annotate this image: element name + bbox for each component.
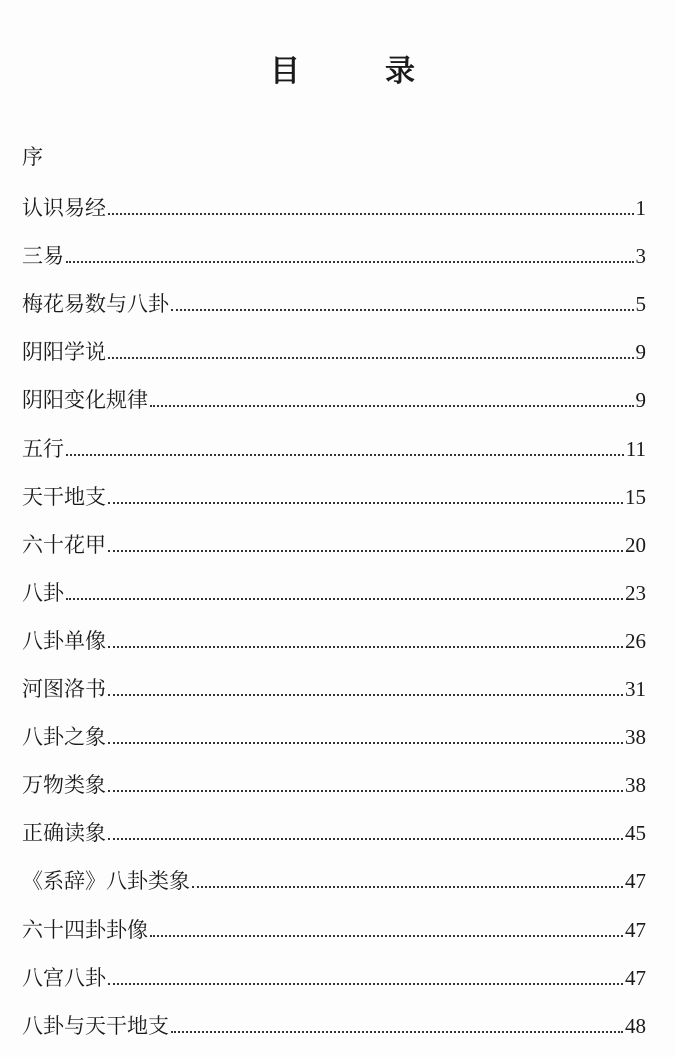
dot-leader [108,694,623,696]
toc-entry-page: 11 [625,436,646,461]
toc-entry[interactable] [22,578,646,608]
toc-entry[interactable] [22,482,646,512]
toc-entry-page: 15 [625,484,646,509]
dot-leader [150,405,634,407]
toc-entry[interactable] [22,385,646,415]
toc-entry-page: 3 [635,244,646,269]
toc-entry-page: 31 [625,677,646,701]
toc-entry-label: 八卦之象 [22,725,106,750]
dot-leader [108,550,623,552]
page-title [0,46,675,96]
toc-entry-page: 47 [625,869,646,894]
toc-preface[interactable] [22,142,646,172]
toc-entry-label: 阴阳变化规律 [22,388,148,413]
toc-entry[interactable] [22,770,646,800]
dot-leader [108,646,623,648]
toc-entry-page: 47 [625,917,646,942]
dot-leader [108,357,634,359]
dot-leader [108,502,623,504]
toc-entry-page: 38 [625,773,646,798]
toc-entry-label: 八宫八卦 [22,965,106,990]
toc-entry-label: 《系辞》八卦类象 [22,869,190,894]
toc-entry-page: 5 [635,292,646,317]
dot-leader [192,886,623,888]
dot-leader [66,261,634,263]
toc-entry-page: 20 [625,532,646,557]
toc-entry[interactable] [22,818,646,848]
dot-leader [66,454,624,456]
dot-leader [108,742,623,744]
toc-entry-page: 47 [625,965,646,990]
toc-entry[interactable] [22,722,646,752]
toc-entry-label: 八卦 [22,580,64,605]
toc-entry[interactable] [22,674,646,704]
toc-entry[interactable] [22,337,646,367]
toc-entry[interactable] [22,963,646,993]
toc-entry-label: 天干地支 [22,484,106,509]
toc-entry-label: 阴阳学说 [22,340,106,365]
dot-leader [150,935,623,937]
toc-entry-label: 八卦单像 [22,628,106,653]
toc-entry-label: 五行 [22,436,64,461]
toc-entry-page: 9 [635,340,646,365]
toc-entry-label: 八卦与天干地支 [22,1013,169,1038]
toc-entry[interactable] [22,434,646,464]
title-char-1: 目 [270,54,300,89]
toc-entry-label: 河图洛书 [22,677,106,701]
dot-leader [66,598,623,600]
toc-entry-page: 38 [625,725,646,750]
toc-entry-label: 梅花易数与八卦 [22,292,169,317]
toc-entry-label: 万物类象 [22,773,106,798]
toc-entry-page: 26 [625,628,646,653]
title-char-2: 录 [385,54,415,89]
dot-leader [108,983,623,985]
dot-leader [108,213,634,215]
toc-entry[interactable] [22,289,646,319]
toc-entry-page: 1 [635,196,646,220]
toc-entry[interactable] [22,241,646,271]
toc-entry-page: 45 [625,821,646,846]
toc-entry[interactable] [22,915,646,945]
toc-entry-page: 48 [625,1013,646,1038]
dot-leader [108,838,623,840]
toc-entry-label: 正确读象 [22,821,106,846]
toc-entry-page: 9 [635,388,646,413]
toc-entry[interactable] [22,626,646,656]
dot-leader [171,309,634,311]
toc-entry-label: 六十四卦卦像 [22,917,148,942]
dot-leader [171,1031,623,1033]
toc-entry-label: 六十花甲 [22,532,106,557]
dot-leader [108,790,623,792]
toc-entry[interactable] [22,193,646,223]
toc-entry-label: 认识易经 [22,196,106,220]
toc-entry[interactable] [22,1011,646,1041]
toc-entry[interactable] [22,530,646,560]
toc-entry-label: 三易 [22,244,64,269]
toc-entry-page: 23 [625,580,646,605]
toc-entry[interactable] [22,866,646,896]
toc-entry-label: 序 [22,145,43,169]
